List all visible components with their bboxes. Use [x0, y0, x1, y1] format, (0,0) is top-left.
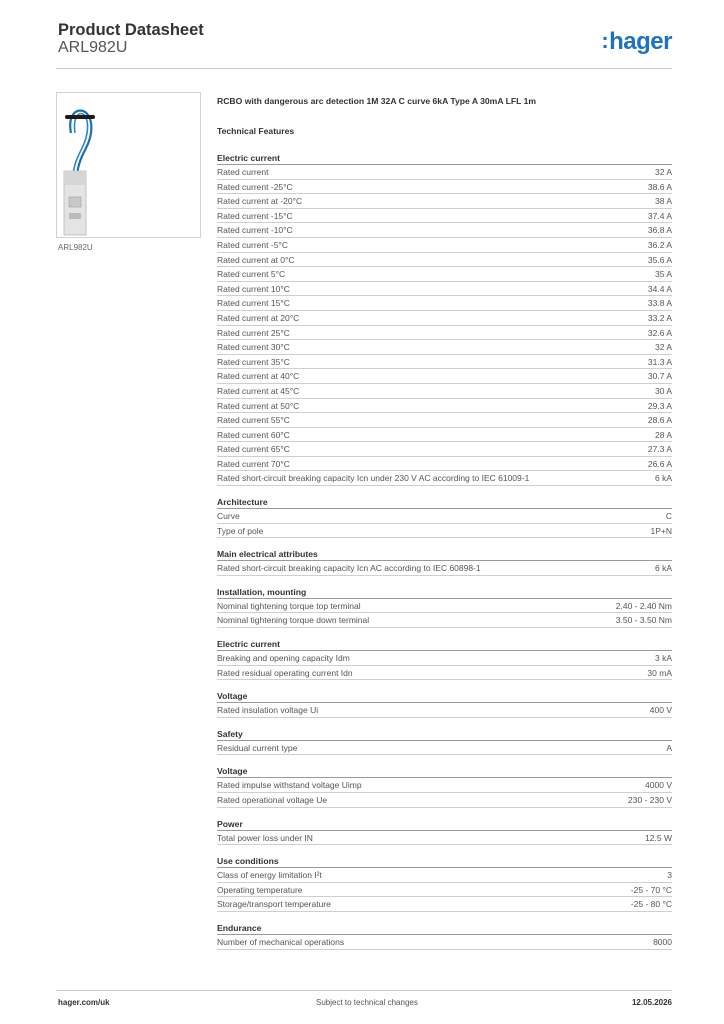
spec-section [217, 855, 672, 912]
spec-value: 4000 V [645, 780, 672, 791]
footer-website[interactable]: hager.com/uk [58, 998, 110, 1007]
spec-row [217, 883, 672, 898]
spec-value: 6 kA [654, 473, 672, 484]
device-top [64, 171, 86, 185]
spec-row [217, 369, 672, 384]
brand-logo [601, 28, 672, 56]
datasheet-content [217, 96, 672, 960]
device-window [69, 213, 81, 219]
spec-row [217, 868, 672, 883]
spec-label: Rated operational voltage Ue [217, 795, 328, 805]
spec-section [217, 638, 672, 680]
spec-row [217, 384, 672, 399]
spec-label: Rated current at 50°C [217, 400, 300, 411]
section-title: Voltage [217, 690, 672, 703]
spec-label: Rated current 30°C [217, 342, 290, 353]
section-title: Main electrical attributes [217, 548, 672, 561]
spec-value: -25 - 80 °C [630, 899, 672, 910]
spec-value: 32 A [654, 167, 672, 177]
spec-value: 3 kA [654, 653, 672, 664]
spec-row [217, 831, 672, 846]
spec-label: Rated current at 45°C [217, 385, 300, 396]
spec-row [217, 599, 672, 614]
spec-value: 30 A [654, 385, 672, 396]
spec-label: Total power loss under IN [217, 832, 313, 843]
spec-row [217, 524, 672, 539]
spec-section [217, 548, 672, 576]
section-title: Installation, mounting [217, 586, 672, 599]
footer-date: 12.05.2026 [631, 998, 672, 1007]
spec-row [217, 703, 672, 718]
spec-value: 34.4 A [647, 283, 672, 294]
spec-row [217, 311, 672, 326]
footer-notice: Subject to technical changes [316, 998, 418, 1007]
spec-section [217, 496, 672, 538]
cable-tie [65, 115, 95, 119]
spec-label: Rated current at 40°C [217, 371, 300, 382]
spec-value: A [666, 742, 672, 753]
spec-value: 230 - 230 V [628, 795, 672, 805]
spec-label: Rated residual operating current Idn [217, 667, 353, 678]
spec-label: Rated current 5°C [217, 269, 286, 280]
spec-row [217, 471, 672, 486]
image-caption: ARL982U [58, 243, 93, 252]
spec-value: 38 A [654, 196, 672, 207]
spec-value: 37.4 A [647, 210, 672, 221]
spec-label: Rated short-circuit breaking capacity Icn under 230 V AC according to IEC 61009-1 [217, 473, 530, 484]
section-title: Architecture [217, 496, 672, 509]
spec-row [217, 267, 672, 282]
spec-row [217, 165, 672, 180]
spec-section [217, 152, 672, 486]
spec-value: C [665, 511, 672, 522]
spec-label: Rated current [217, 167, 269, 177]
spec-value: 32.6 A [647, 327, 672, 338]
logo-mark-icon: : [601, 28, 609, 53]
spec-value: 12.5 W [645, 832, 672, 843]
spec-value: 31.3 A [647, 356, 672, 367]
spec-row [217, 223, 672, 238]
spec-value: 38.6 A [647, 181, 672, 192]
spec-row [217, 413, 672, 428]
page-title: Product Datasheet [58, 21, 204, 39]
spec-label: Class of energy limitation I²t [217, 870, 322, 881]
spec-row [217, 509, 672, 524]
spec-row [217, 326, 672, 341]
spec-row [217, 355, 672, 370]
spec-row [217, 428, 672, 443]
spec-label: Nominal tightening torque top terminal [217, 600, 361, 611]
spec-value: 35 A [654, 269, 672, 280]
spec-row [217, 561, 672, 576]
spec-section [217, 728, 672, 756]
spec-label: Nominal tightening torque down terminal [217, 615, 370, 626]
footer-divider [56, 990, 672, 991]
spec-label: Rated current 70°C [217, 458, 290, 469]
spec-label: Operating temperature [217, 884, 303, 895]
spec-row [217, 613, 672, 628]
spec-value: 30.7 A [647, 371, 672, 382]
cable-loop [70, 111, 91, 176]
spec-value: 400 V [649, 705, 672, 716]
spec-row [217, 741, 672, 756]
device-toggle [69, 197, 81, 207]
spec-row [217, 180, 672, 195]
product-image [56, 92, 201, 238]
spec-row [217, 935, 672, 950]
cable-loop-2 [73, 114, 88, 176]
spec-value: 28 A [654, 429, 672, 440]
spec-label: Rated insulation voltage Ui [217, 705, 319, 716]
technical-features-heading: Technical Features [217, 126, 295, 136]
spec-label: Rated current -10°C [217, 225, 293, 236]
spec-label: Type of pole [217, 525, 264, 536]
spec-label: Rated short-circuit breaking capacity Icn AC according to IEC 60898-1 [217, 563, 481, 574]
spec-section [217, 690, 672, 718]
spec-label: Rated current -25°C [217, 181, 293, 192]
spec-value: 6 kA [654, 563, 672, 574]
spec-row [217, 238, 672, 253]
spec-value: 35.6 A [647, 254, 672, 265]
spec-value: 3 [667, 870, 672, 881]
spec-label: Rated current at 0°C [217, 254, 295, 265]
spec-label: Rated current at 20°C [217, 312, 300, 323]
spec-section [217, 922, 672, 950]
spec-row [217, 340, 672, 355]
spec-label: Rated current 65°C [217, 444, 290, 455]
spec-row [217, 282, 672, 297]
spec-section [217, 586, 672, 628]
spec-value: -25 - 70 °C [630, 884, 672, 895]
spec-section [217, 818, 672, 846]
spec-row [217, 194, 672, 209]
spec-label: Curve [217, 511, 240, 522]
spec-label: Storage/transport temperature [217, 899, 331, 910]
spec-row [217, 457, 672, 472]
spec-value: 2.40 - 2.40 Nm [615, 600, 672, 611]
spec-value: 33.2 A [647, 312, 672, 323]
spec-value: 29.3 A [647, 400, 672, 411]
spec-label: Rated current 55°C [217, 415, 290, 426]
spec-label: Rated current 35°C [217, 356, 290, 367]
spec-value: 36.2 A [647, 239, 672, 250]
spec-label: Residual current type [217, 742, 298, 753]
logo-text: hager [609, 28, 672, 55]
section-title: Electric current [217, 638, 672, 651]
spec-value: 3.50 - 3.50 Nm [615, 615, 672, 626]
spec-value: 28.6 A [647, 415, 672, 426]
spec-label: Rated current -15°C [217, 210, 293, 221]
section-title: Electric current [217, 152, 672, 165]
spec-value: 36.8 A [647, 225, 672, 236]
spec-row [217, 651, 672, 666]
spec-label: Rated current 10°C [217, 283, 290, 294]
header-divider [56, 68, 672, 69]
spec-row [217, 778, 672, 793]
spec-row [217, 209, 672, 224]
product-reference: ARL982U [58, 39, 128, 56]
spec-label: Rated impulse withstand voltage Uimp [217, 780, 362, 791]
spec-label: Rated current 25°C [217, 327, 290, 338]
spec-value: 32 A [654, 342, 672, 353]
spec-label: Rated current at -20°C [217, 196, 303, 207]
section-title: Power [217, 818, 672, 831]
spec-value: 33.8 A [647, 298, 672, 309]
spec-value: 26.6 A [647, 458, 672, 469]
rcbo-device-image [57, 93, 200, 237]
spec-value: 30 mA [647, 667, 672, 678]
spec-value: 27.3 A [647, 444, 672, 455]
section-title: Endurance [217, 922, 672, 935]
section-title: Use conditions [217, 855, 672, 868]
spec-section [217, 765, 672, 807]
section-title: Voltage [217, 765, 672, 778]
spec-row [217, 793, 672, 808]
spec-row [217, 442, 672, 457]
section-title: Safety [217, 728, 672, 741]
spec-label: Rated current 15°C [217, 298, 290, 309]
spec-value: 8000 [653, 936, 672, 947]
spec-label: Rated current 60°C [217, 429, 290, 440]
spec-label: Number of mechanical operations [217, 936, 345, 947]
spec-row [217, 666, 672, 681]
spec-label: Breaking and opening capacity Idm [217, 653, 350, 664]
spec-value: 1P+N [650, 525, 672, 536]
spec-row [217, 296, 672, 311]
spec-row [217, 897, 672, 912]
spec-row [217, 253, 672, 268]
product-description: RCBO with dangerous arc detection 1M 32A C curve 6kA Type A 30mA LFL 1m [217, 96, 536, 106]
spec-row [217, 399, 672, 414]
spec-sections [217, 152, 672, 950]
spec-label: Rated current -5°C [217, 239, 288, 250]
